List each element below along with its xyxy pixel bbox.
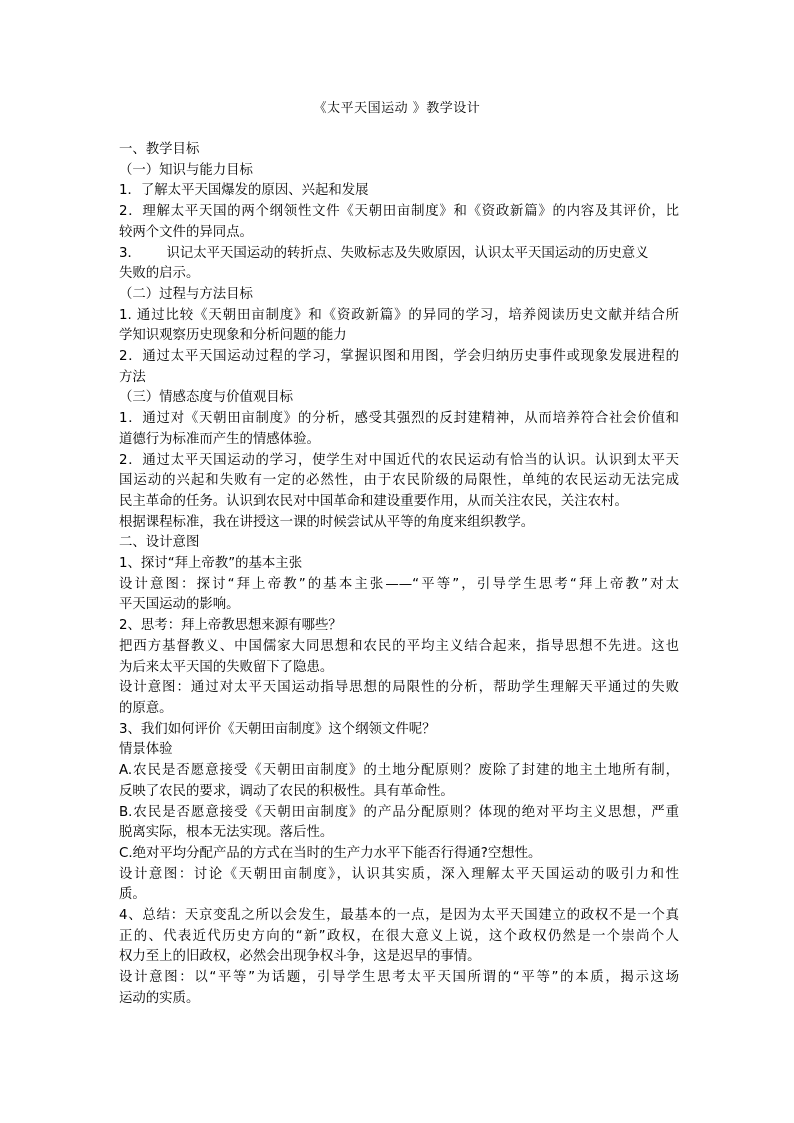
- body-line: 较两个文件的异同点。: [119, 224, 253, 240]
- body-line: 道德行为标准而产生的情感体验。: [119, 431, 320, 447]
- body-line: 3． 识记太平天国运动的转折点、失败标志及失败原因，认识太平天国运动的历史意义: [119, 245, 649, 261]
- body-line: 2．通过太平天国运动过程的学习，掌握识图和用图，学会归纳历史事件或现象发展进程的: [119, 349, 679, 365]
- heading-design-intent: 二、设计意图: [119, 535, 200, 551]
- body-line: 3、我们如何评价《天朝田亩制度》这个纲领文件呢？: [119, 721, 436, 737]
- body-line: 失败的启示。: [119, 266, 200, 282]
- body-line: 设计意图：探讨“拜上帝教”的基本主张——“平等”，引导学生思考“拜上帝教”对太: [119, 576, 679, 592]
- body-line: 2、思考：拜上帝教思想来源有哪些？: [119, 618, 342, 634]
- body-line: 根据课程标准，我在讲授这一课的时候尝试从平等的角度来组织教学。: [119, 514, 535, 530]
- body-line: 设计意图：通过对太平天国运动指导思想的局限性的分析，帮助学生理解天平通过的失败: [119, 680, 679, 696]
- body-line: 方法: [119, 369, 146, 385]
- body-line: 正的、代表近代历史方向的“新”政权，在很大意义上说，这个政权仍然是一个崇尚个人: [119, 928, 679, 944]
- body-line: 设计意图：以“平等”为话题，引导学生思考太平天国所谓的“平等”的本质，揭示这场: [119, 970, 679, 986]
- body-line: 把西方基督教义、中国儒家大同思想和农民的平均主义结合起来，指导思想不先进。这也: [119, 638, 679, 654]
- body-line: 国运动的兴起和失败有一定的必然性，由于农民阶级的局限性，单纯的农民运动无法完成: [119, 473, 679, 489]
- body-line: B.农民是否愿意接受《天朝田亩制度》的产品分配原则？体现的绝对平均主义思想，严重: [119, 804, 679, 820]
- body-line: 学知识观察历史现象和分析问题的能力: [119, 328, 347, 344]
- heading-teaching-goals: 一、教学目标: [119, 142, 200, 157]
- body-line: 1、探讨“拜上帝教”的基本主张: [119, 556, 303, 572]
- subheading-process-method: （二）过程与方法目标: [119, 286, 253, 302]
- body-line: 2．通过太平天国运动的学习，使学生对中国近代的农民运动有恰当的认识。认识到太平天: [119, 452, 679, 468]
- body-line: 1．了解太平天国爆发的原因、兴起和发展: [119, 183, 369, 199]
- body-line: 民主革命的任务。认识到农民对中国革命和建设重要作用，从而关注农民，关注农村。: [119, 493, 628, 509]
- body-line: 2．理解太平天国的两个纲领性文件《天朝田亩制度》和《资政新篇》的内容及其评价，比: [119, 204, 679, 220]
- body-line: 运动的实质。: [119, 990, 200, 1006]
- body-line: 为后来太平天国的失败留下了隐患。: [119, 659, 334, 675]
- body-line: 脱离实际，根本无法实现。落后性。: [119, 825, 334, 841]
- subheading-knowledge-ability: （一）知识与能力目标: [119, 162, 253, 178]
- body-line: 情景体验: [119, 742, 173, 758]
- body-line: 权力至上的旧政权，必然会出现争权斗争，这是迟早的事情。: [119, 949, 481, 965]
- body-line: 设计意图：讨论《天朝田亩制度》，认识其实质，深入理解太平天国运动的吸引力和性: [119, 866, 679, 882]
- body-line: 质。: [119, 887, 146, 903]
- body-line: 4、总结：天京变乱之所以会发生，最基本的一点，是因为太平天国建立的政权不是一个真: [119, 908, 679, 924]
- document-body: [119, 140, 679, 1010]
- body-line: A.农民是否愿意接受《天朝田亩制度》的土地分配原则？废除了封建的地主土地所有制，: [119, 763, 679, 779]
- body-line: C.绝对平均分配产品的方式在当时的生产力水平下能否行得通?空想性。: [119, 845, 542, 861]
- body-line: 1. 通过比较《天朝田亩制度》和《资政新篇》的异同的学习，培养阅读历史文献并结合所: [119, 307, 679, 323]
- body-line: 平天国运动的影响。: [119, 597, 240, 613]
- body-line: 的原意。: [119, 700, 173, 716]
- subheading-emotion-values: （三）情感态度与价值观目标: [119, 390, 294, 406]
- document-title: 《太平天国运动 》教学设计: [313, 101, 481, 116]
- body-line: 1．通过对《天朝田亩制度》的分析，感受其强烈的反封建精神，从而培养符合社会价值和: [119, 411, 679, 427]
- body-line: 反映了农民的要求，调动了农民的积极性。具有革命性。: [119, 783, 454, 799]
